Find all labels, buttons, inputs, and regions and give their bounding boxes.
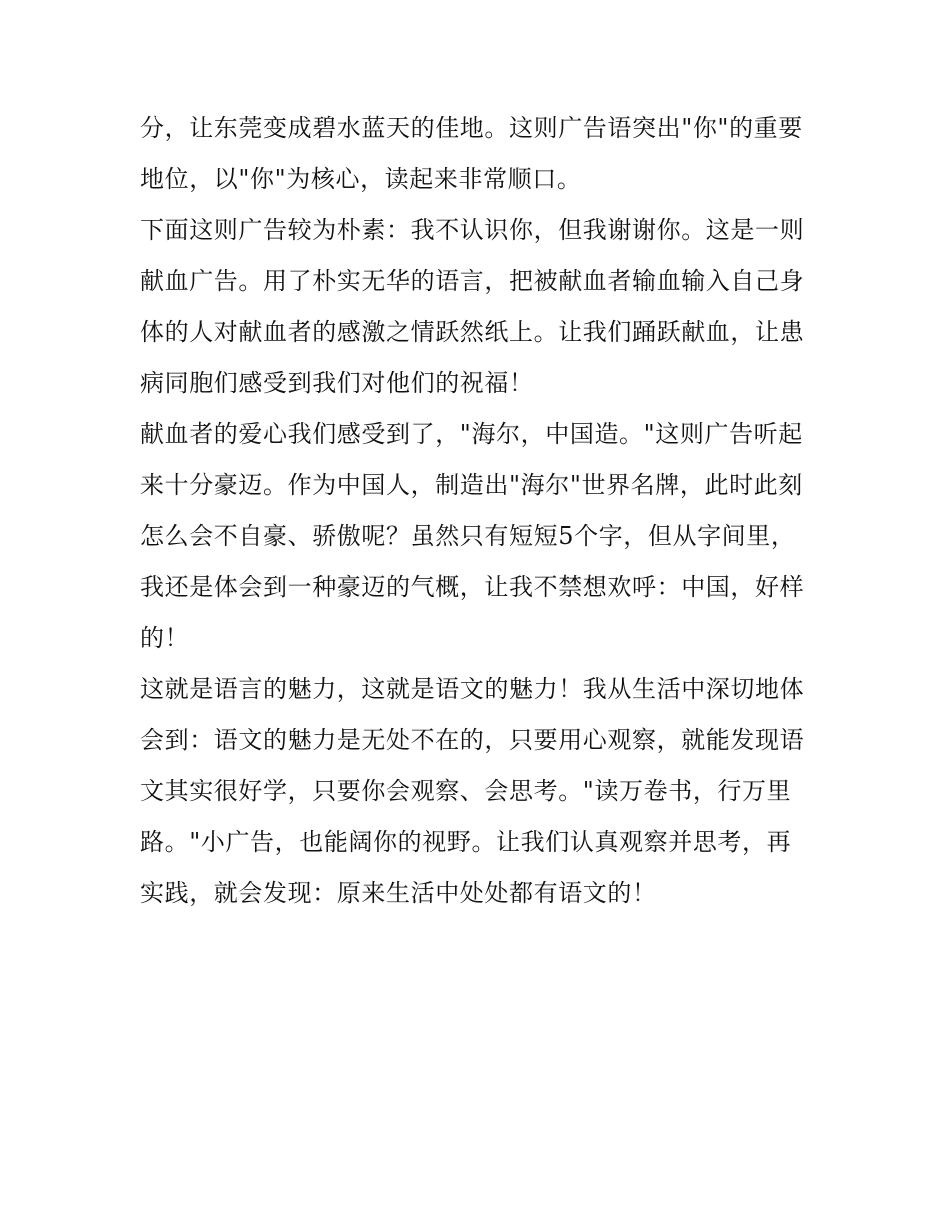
- text-line: 来十分豪迈。作为中国人，制造出"海尔"世界名牌，此时此刻: [140, 471, 803, 499]
- text-line: 献血者的爱心我们感受到了，"海尔，中国造。"这则广告听起: [140, 420, 803, 448]
- text-line: 路。"小广告，也能阔你的视野。让我们认真观察并思考，再: [140, 828, 792, 856]
- text-line: 体的人对献血者的感激之情跃然纸上。让我们踊跃献血，让患: [140, 318, 805, 346]
- text-line: 分，让东莞变成碧水蓝天的佳地。这则广告语突出"你"的重要: [140, 114, 803, 142]
- text-line: 会到：语文的魅力是无处不在的，只要用心观察，就能发现语: [140, 726, 805, 754]
- text-line: 献血广告。用了朴实无华的语言，把被献血者输血输入自己身: [140, 267, 805, 295]
- text-line: 地位，以"你"为核心，读起来非常顺口。: [140, 165, 582, 193]
- text-line: 我还是体会到一种豪迈的气概，让我不禁想欢呼：中国，好样: [140, 573, 805, 601]
- text-line: 文其实很好学，只要你会观察、会思考。"读万卷书，行万里: [140, 777, 792, 805]
- body-text: [140, 103, 820, 919]
- text-line: 这就是语言的魅力，这就是语文的魅力！我从生活中深切地体: [140, 675, 805, 703]
- text-line: 怎么会不自豪、骄傲呢？虽然只有短短5个字，但从字间里，: [140, 522, 796, 550]
- text-line: 的！: [140, 624, 190, 652]
- text-line: 病同胞们感受到我们对他们的祝福！: [140, 369, 534, 397]
- text-line: 实践，就会发现：原来生活中处处都有语文的！: [140, 879, 657, 907]
- text-line: 下面这则广告较为朴素：我不认识你，但我谢谢你。这是一则: [140, 216, 805, 244]
